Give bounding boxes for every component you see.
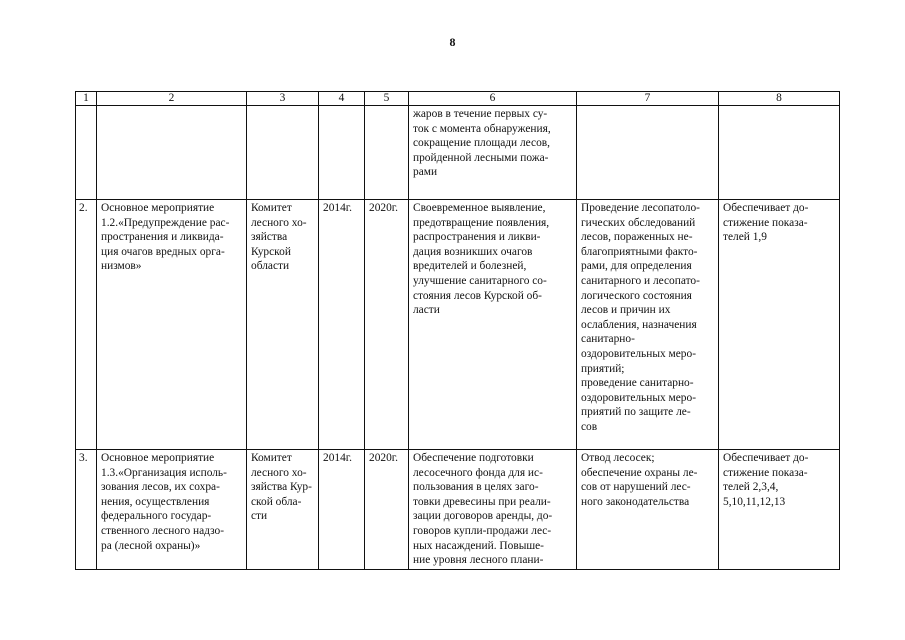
main-areas-cell [577,106,719,200]
start-year-cell [319,106,365,200]
main-areas-cell: Отвод лесосек; обеспечение охраны ле- сов от нарушений лес- ного законодательства [577,450,719,570]
measure-name-cell: Основное мероприятие 1.3.«Организация исполь- зования лесов, их сохра- нения, осуществления федерального государ- ственного лесного надзо- ра (лесной охраны)» [97,450,247,570]
column-number: 4 [319,92,365,106]
row-number-cell [76,106,97,200]
row-number-cell: 3. [76,450,97,570]
column-number: 6 [409,92,577,106]
expected-result-cell: Обеспечение подготовки лесосечного фонда для ис- пользования в целях заго- товки древесины при реали- зации договоров аренды, до- говоров купли-продажи лес- ных насаждений. Повыше- ние уровня лесного плани- [409,450,577,570]
column-number: 5 [365,92,409,106]
indicator-link-cell: Обеспечивает до- стижение показа- телей 2,3,4, 5,10,11,12,13 [719,450,840,570]
column-number: 2 [97,92,247,106]
indicator-link-cell: Обеспечивает до- стижение показа- телей 1,9 [719,200,840,450]
expected-result-cell: Своевременное выявление, предотвращение появления, распространения и ликви- дация возникших очагов вредителей и болезней, улучшение санитарного со- стояния лесов Курской об- ласти [409,200,577,450]
executor-cell: Комитет лесного хо- зяйства Курской области [247,200,319,450]
end-year-cell: 2020г. [365,450,409,570]
page-number: 8 [449,35,456,49]
end-year-cell [365,106,409,200]
column-number: 3 [247,92,319,106]
expected-result-cell: жаров в течение первых су- ток с момента обнаружения, сокращение площади лесов, пройденной лесными пожа- рами [409,106,577,200]
table-row [76,450,840,570]
start-year-cell: 2014г. [319,450,365,570]
executor-cell: Комитет лесного хо- зяйства Кур- ской обла- сти [247,450,319,570]
row-number-cell: 2. [76,200,97,450]
column-number: 1 [76,92,97,106]
start-year-cell: 2014г. [319,200,365,450]
executor-cell [247,106,319,200]
program-measures-table [75,91,840,570]
column-number-row [76,92,840,106]
main-areas-cell: Проведение лесопатоло- гических обследований лесов, пораженных не- благоприятными факто- рами, для определения санитарного и лесопато- логического состояния лесов и причин их ослабления, назначения санитарно- оздоровительных меро- приятий; проведение санитарно- оздоровительных меро- приятий по защите ле- сов [577,200,719,450]
indicator-link-cell [719,106,840,200]
column-number: 8 [719,92,840,106]
column-number: 7 [577,92,719,106]
measure-name-cell: Основное мероприятие 1.2.«Предупреждение рас- пространения и ликвида- ция очагов вредных орга- низмов» [97,200,247,450]
table-row [76,106,840,200]
table-row [76,200,840,450]
end-year-cell: 2020г. [365,200,409,450]
measure-name-cell [97,106,247,200]
